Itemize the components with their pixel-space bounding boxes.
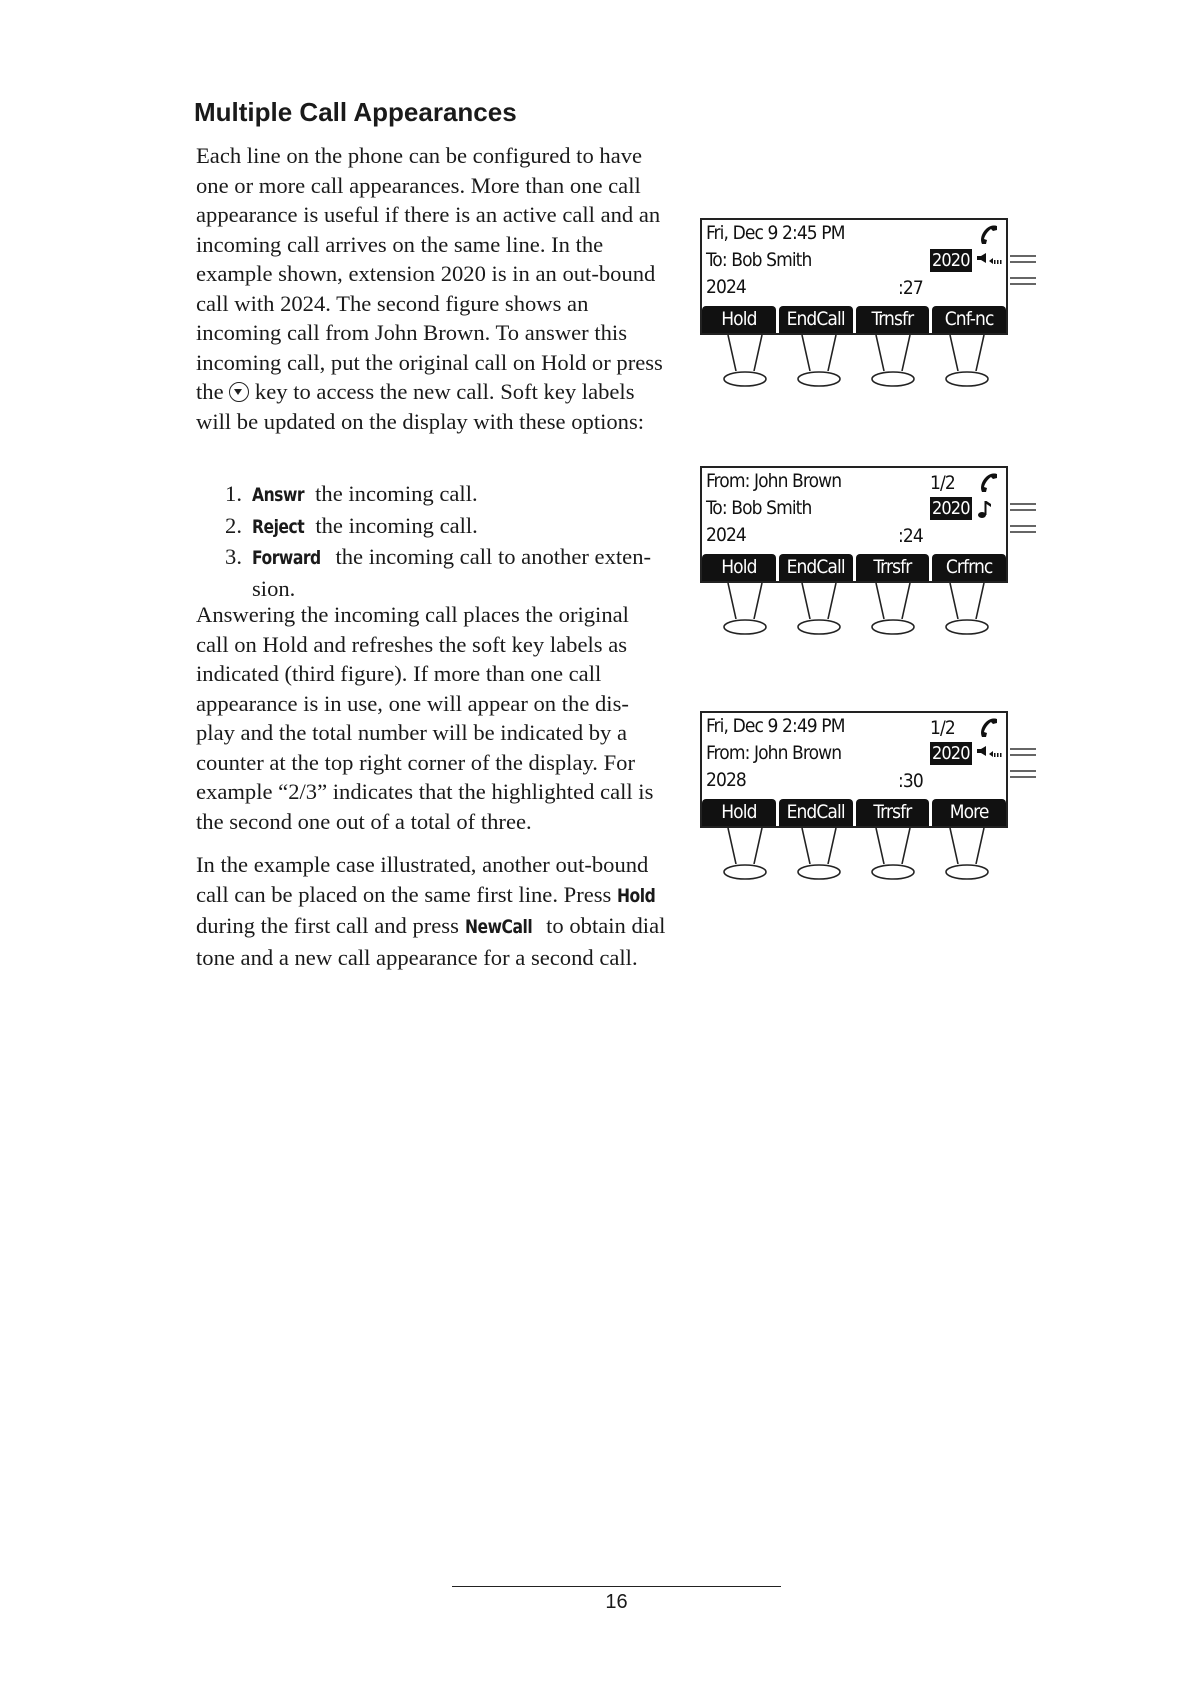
- softkey-conference: Cnf-nc: [932, 306, 1006, 333]
- down-arrow-key-icon: [229, 382, 249, 402]
- page-number: 16: [605, 1591, 628, 1613]
- call-timer: :27: [898, 277, 923, 299]
- softkey-buttons-graphic: [720, 583, 1000, 641]
- list-number: 3.: [225, 544, 242, 569]
- list-number: 2.: [225, 512, 242, 538]
- handset-icon: [978, 224, 1000, 246]
- date-time-line: Fri, Dec 9 2:49 PM: [706, 715, 845, 737]
- phone-display-incoming-call: [700, 466, 1040, 641]
- list-item: [196, 479, 666, 511]
- page-heading: Multiple Call Appearances: [194, 97, 517, 127]
- call-timer: :24: [898, 525, 923, 547]
- lcd-screen: [700, 218, 1008, 335]
- intro-paragraph: [196, 141, 666, 436]
- softkey-bar: [702, 799, 1006, 826]
- second-call-paragraph: [196, 850, 666, 972]
- highlighted-extension: 2020: [932, 498, 970, 519]
- call-timer: :30: [898, 770, 923, 792]
- answering-paragraph: Answering the incoming call places the original call on Hold and refreshes the soft key labels as indicated (third figure). If more than one call appearance is in use, one will appear on the dis-play and the total number will be indicated by a counter at the top right corner of the display. For example “2/3” indicates that the highlighted call is the second one out of a total of three.: [196, 602, 654, 834]
- softkey-conference: Crfrnc: [932, 554, 1006, 581]
- second-call-text-1: In the example case illustrated, another out-bound call can be placed on the same first line. Press: [196, 852, 649, 907]
- call-party-line: To: Bob Smith: [706, 497, 812, 519]
- hold-key-label: Hold: [616, 884, 656, 907]
- caller-line: From: John Brown: [706, 470, 842, 492]
- highlighted-extension: 2020: [932, 743, 970, 764]
- softkey-buttons-graphic: [720, 335, 1000, 393]
- list-item-text: the incoming call.: [315, 512, 478, 538]
- softkey-bar: [702, 306, 1006, 333]
- soft-key-options-list: [196, 479, 666, 603]
- softkey-more: More: [932, 799, 1006, 826]
- line-key-ticks: [1010, 502, 1038, 534]
- softkey-transfer: Trrsfr: [856, 799, 930, 826]
- list-item: [196, 511, 666, 543]
- lcd-screen: [700, 711, 1008, 828]
- speaker-icon: [976, 250, 1002, 270]
- list-number: 1.: [225, 481, 242, 506]
- list-item-text: the incoming call.: [315, 481, 478, 506]
- second-call-text-3: to obtain dial tone and a new call appearance for a second call.: [196, 913, 666, 970]
- dialed-number-line: 2028: [706, 769, 746, 791]
- dialed-number-line: 2024: [706, 524, 746, 546]
- call-party-line: From: John Brown: [706, 742, 842, 764]
- list-item-text: the incoming call to another exten-sion.: [252, 544, 652, 601]
- softkey-bar: [702, 554, 1006, 581]
- dialed-number-line: 2024: [706, 276, 746, 298]
- phone-display-active-call: [700, 218, 1040, 393]
- call-counter: 1/2: [930, 717, 955, 739]
- phone-display-answered-call: [700, 711, 1040, 886]
- footer-rule: [452, 1586, 781, 1587]
- answr-key-label: Answr: [252, 484, 305, 506]
- softkey-hold: Hold: [702, 306, 776, 333]
- softkey-buttons-graphic: [720, 828, 1000, 886]
- softkey-transfer: Trrsfr: [856, 554, 930, 581]
- softkey-endcall: EndCall: [779, 306, 853, 333]
- intro-text-2: key to access the new call. Soft key labels will be updated on the display with these options:: [196, 379, 645, 434]
- forward-key-label: Forward: [252, 547, 321, 569]
- second-call-text-2: during the first call and press: [196, 913, 459, 938]
- softkey-endcall: EndCall: [779, 554, 853, 581]
- newcall-key-label: NewCall: [464, 916, 532, 938]
- lcd-screen: [700, 466, 1008, 583]
- softkey-hold: Hold: [702, 554, 776, 581]
- softkey-transfer: Trnsfr: [856, 306, 930, 333]
- reject-key-label: Reject: [252, 515, 305, 538]
- softkey-hold: Hold: [702, 799, 776, 826]
- line-key-ticks: [1010, 747, 1038, 779]
- list-item: [196, 542, 666, 603]
- speaker-icon: [976, 743, 1002, 763]
- call-counter: 1/2: [930, 472, 955, 494]
- handset-icon: [978, 717, 1000, 739]
- call-party-line: To: Bob Smith: [706, 249, 812, 271]
- music-note-icon: [976, 498, 1002, 520]
- highlighted-extension: 2020: [932, 250, 970, 271]
- intro-text-1: Each line on the phone can be configured to have one or more call appearances. More than one call appearance is useful if there is an active call and an incoming call arrives on the same line. In the example shown, extension 2020 is in an out-bound call with 2024. The second figure shows an incoming call from John Brown. To answer this incoming call, put the original call on Hold or press the: [196, 143, 663, 404]
- softkey-endcall: EndCall: [779, 799, 853, 826]
- handset-icon: [978, 472, 1000, 494]
- date-time-line: Fri, Dec 9 2:45 PM: [706, 222, 845, 244]
- line-key-ticks: [1010, 254, 1038, 286]
